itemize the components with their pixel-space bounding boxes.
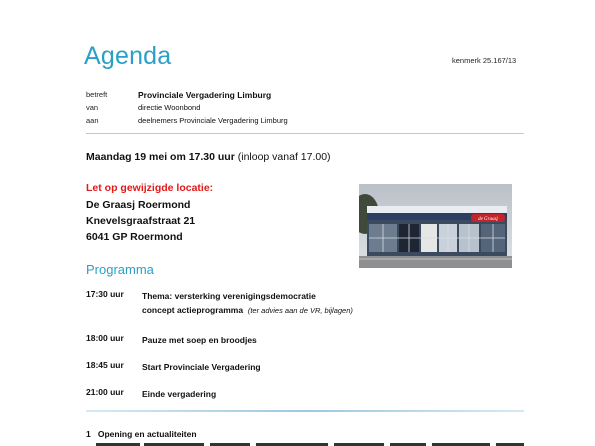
item-line: Thema: versterking verenigingsdemocratie bbox=[142, 291, 316, 301]
item-time: 18:45 uur bbox=[86, 360, 124, 370]
list-item bbox=[86, 360, 261, 374]
item-note: (ter advies aan de VR, bijlagen) bbox=[247, 306, 353, 315]
divider bbox=[86, 133, 524, 134]
list-item bbox=[86, 333, 257, 347]
item-text: Start Provinciale Vergadering bbox=[142, 362, 261, 372]
item-time: 18:00 uur bbox=[86, 333, 124, 343]
meeting-date: Maandag 19 mei om 17.30 uur bbox=[86, 151, 235, 163]
meta-row-van bbox=[86, 101, 288, 114]
meta-block bbox=[86, 88, 288, 127]
meeting-walk-in: (inloop vanaf 17.00) bbox=[237, 151, 331, 163]
location-address bbox=[86, 197, 195, 245]
item-line bbox=[142, 303, 353, 318]
programma-heading: Programma bbox=[86, 262, 154, 277]
venue-sign-text: de Graasj bbox=[478, 217, 498, 222]
meta-row-betreft bbox=[86, 88, 288, 101]
meta-label: betreft bbox=[86, 90, 108, 99]
meta-row-aan bbox=[86, 114, 288, 127]
venue-city: 6041 GP Roermond bbox=[86, 231, 183, 243]
meta-label: aan bbox=[86, 116, 99, 125]
meta-label: van bbox=[86, 103, 99, 112]
meta-value: deelnemers Provinciale Vergadering Limburg bbox=[138, 116, 288, 125]
venue-photo-drawing bbox=[359, 184, 512, 268]
item-time: 21:00 uur bbox=[86, 387, 124, 397]
agenda-item-1 bbox=[86, 429, 197, 439]
venue-photo bbox=[359, 184, 512, 268]
list-item bbox=[86, 387, 216, 401]
item-time: 17:30 uur bbox=[86, 289, 124, 299]
agenda-item-number: 1 bbox=[86, 429, 91, 439]
meta-value: directie Woonbond bbox=[138, 103, 201, 112]
divider bbox=[86, 410, 524, 412]
list-item bbox=[86, 289, 353, 318]
location-change-notice: Let op gewijzigde locatie: bbox=[86, 182, 214, 194]
cut-off-text-line bbox=[96, 441, 526, 446]
meeting-datetime bbox=[86, 151, 331, 163]
item-text bbox=[142, 289, 353, 318]
page-title: Agenda bbox=[84, 42, 172, 70]
agenda-item-title: Opening en actualiteiten bbox=[97, 429, 197, 439]
item-text: Pauze met soep en broodjes bbox=[142, 335, 257, 345]
venue-street: Knevelsgraafstraat 21 bbox=[86, 215, 196, 227]
item-subline: concept actieprogramma bbox=[142, 305, 244, 315]
meta-value: Provinciale Vergadering Limburg bbox=[138, 89, 272, 100]
venue-name: De Graasj Roermond bbox=[86, 199, 191, 211]
reference-number: kenmerk 25.167/13 bbox=[452, 56, 517, 65]
item-text: Einde vergadering bbox=[142, 389, 217, 399]
